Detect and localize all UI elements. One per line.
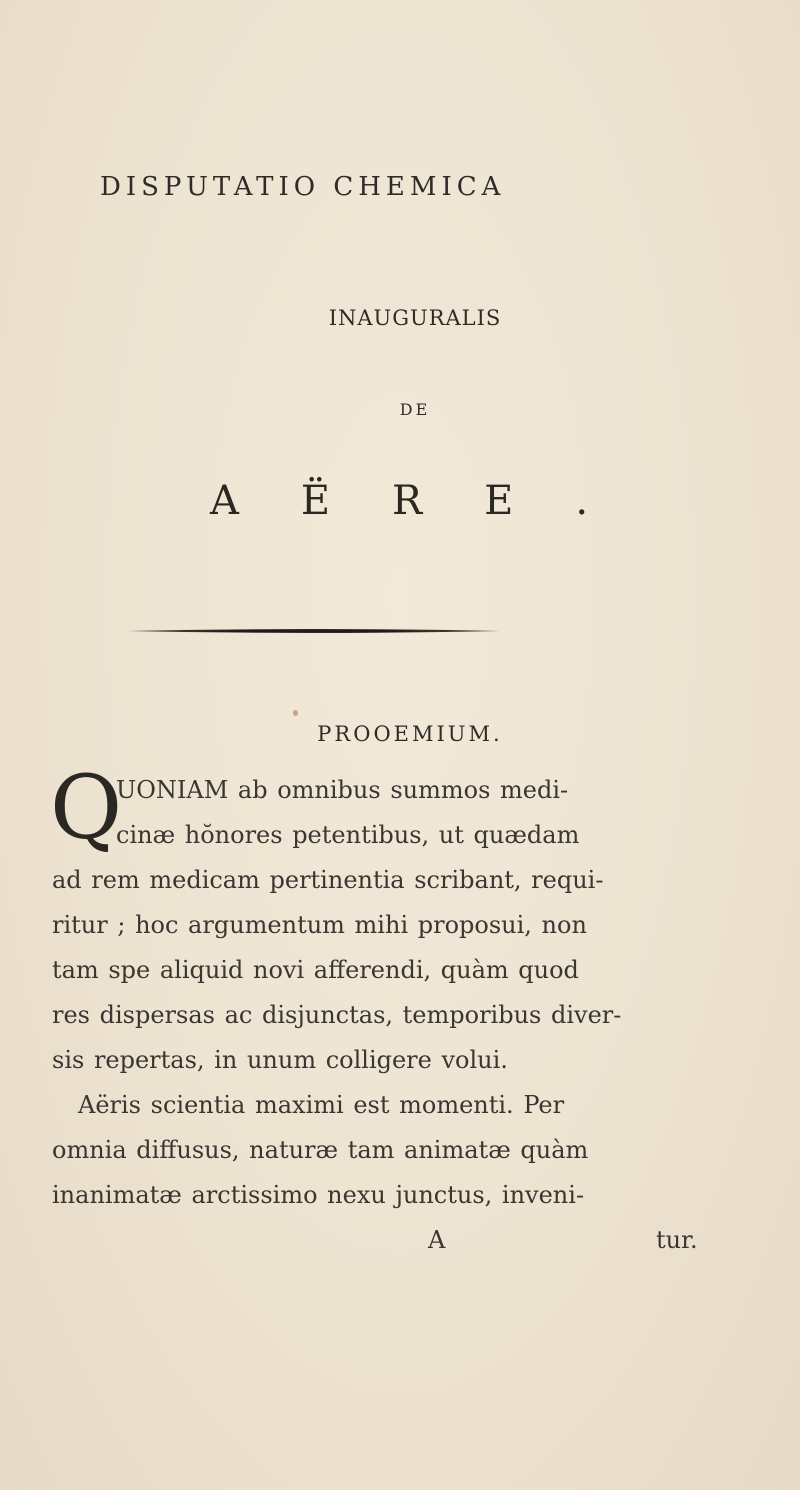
text-line: res dispersas ac disjunctas, temporibus diver- xyxy=(52,1001,622,1029)
ornamental-rule xyxy=(128,628,500,634)
ink-speck xyxy=(293,710,298,716)
text-line: Aëris scientia maximi est momenti. Per xyxy=(78,1091,565,1119)
title-main: DISPUTATIO CHEMICA xyxy=(100,172,506,202)
text-line: cinæ hŏnores petentibus, ut quædam xyxy=(116,821,580,849)
text-line: tam spe aliquid novi afferendi, quàm quod xyxy=(52,956,579,984)
title-subject: AËRE. xyxy=(209,478,651,524)
drop-cap: Q xyxy=(50,756,123,859)
catchword: tur. xyxy=(656,1226,698,1254)
text-line: sis repertas, in unum colligere volui. xyxy=(52,1046,508,1074)
text-line: UONIAM ab omnibus summos medi- xyxy=(116,776,569,804)
text-line: inanimatæ arctissimo nexu junctus, inveni- xyxy=(52,1181,585,1209)
section-heading: PROOEMIUM. xyxy=(317,722,503,746)
signature-mark: A xyxy=(428,1226,446,1254)
title-de: DE xyxy=(399,400,431,419)
text-line: omnia diffusus, naturæ tam animatæ quàm xyxy=(52,1136,589,1164)
title-sub: INAUGURALIS xyxy=(328,306,502,330)
text-line: ritur ; hoc argumentum mihi proposui, non xyxy=(52,911,587,939)
text-line: ad rem medicam pertinentia scribant, requi- xyxy=(52,866,604,894)
